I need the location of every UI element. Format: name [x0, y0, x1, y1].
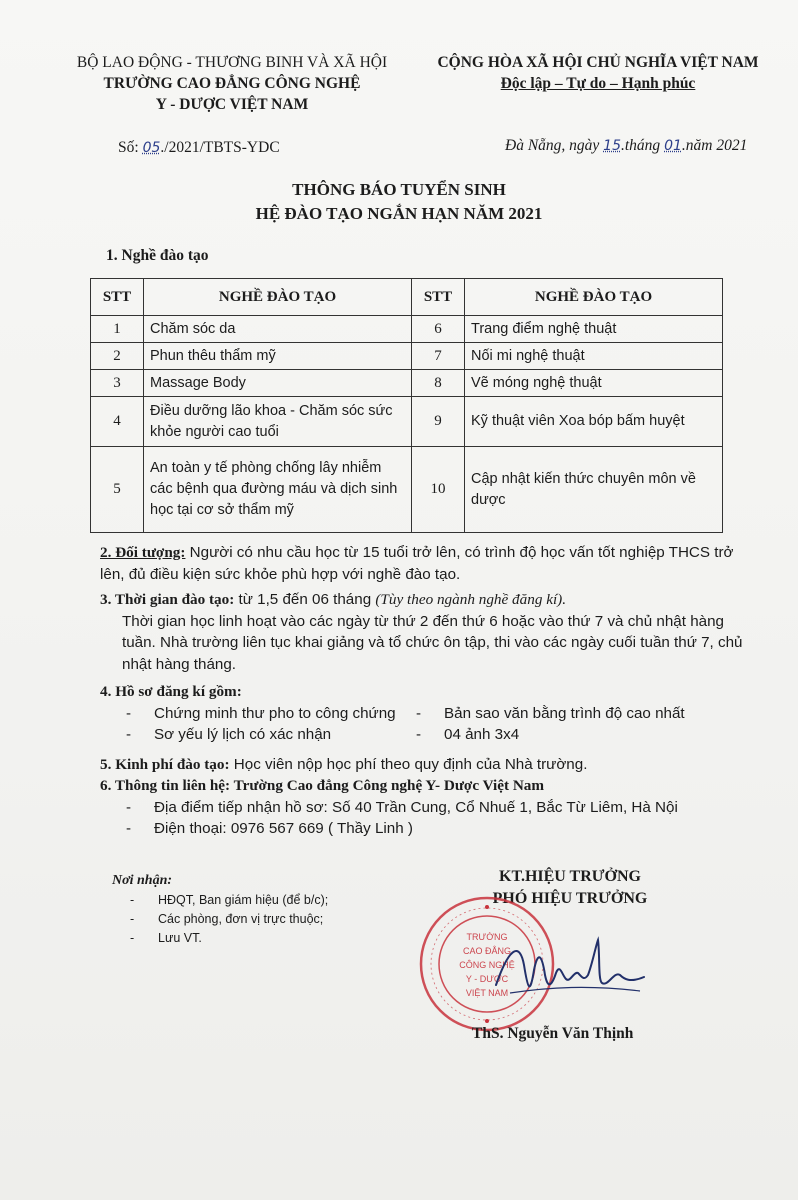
signer-role-1: KT.HIỆU TRƯỞNG — [499, 868, 641, 885]
recipient: Các phòng, đơn vị trực thuộc; — [158, 912, 324, 926]
date-suffix: năm 2021 — [685, 137, 748, 154]
header-course-2: NGHỀ ĐÀO TẠO — [465, 279, 723, 316]
course-name: Kỹ thuật viên Xoa bóp bấm huyệt — [465, 397, 723, 447]
title-line2: HỆ ĐÀO TẠO NGẮN HẠN NĂM 2021 — [255, 204, 543, 223]
row-number: 2 — [91, 343, 144, 370]
recipient: Lưu VT. — [158, 931, 202, 945]
list-item — [130, 910, 328, 929]
stamp-text: Y - DƯỢC — [465, 974, 509, 984]
stamp-text: VIỆT NAM — [465, 988, 509, 998]
doc-item: Chứng minh thư pho to công chứng — [154, 704, 396, 722]
row-number: 10 — [412, 447, 465, 533]
list-item — [100, 818, 750, 840]
contact-phone: Điện thoại: 0976 567 669 ( Thầy Linh ) — [154, 820, 413, 837]
signer-name: ThS. Nguyễn Văn Thịnh — [472, 1025, 634, 1042]
row-number: 6 — [412, 316, 465, 343]
row-number: 5 — [91, 447, 144, 533]
so-suffix: ./2021/TBTS-YDC — [160, 139, 280, 156]
list-item — [130, 891, 328, 910]
item-2-text: Người có nhu cầu học từ 15 tuổi trở lên, có trình độ học vấn tốt nghiệp THCS trở lên, đủ điều kiện sức khỏe phù hợp với nghề đào tạo. — [100, 544, 734, 583]
dash-bullet: - — [126, 820, 132, 837]
recipients-title: Nơi nhận: — [112, 873, 173, 888]
date-month-handwritten: 01 — [664, 138, 682, 154]
list-item — [100, 797, 750, 819]
so-prefix: Số: — [118, 139, 139, 156]
motto: Độc lập – Tự do – Hạnh phúc — [500, 75, 696, 92]
row-number: 3 — [91, 370, 144, 397]
doc-item: 04 ảnh 3x4 — [444, 726, 520, 743]
section-1-heading: 1. Nghề đào tạo — [106, 247, 209, 264]
course-name: Trang điểm nghệ thuật — [465, 316, 723, 343]
header-stt-2: STT — [412, 279, 465, 316]
item-3-paragraph: Thời gian học linh hoạt vào các ngày từ thứ 2 đến thứ 6 hoặc vào thứ 7 và chủ nhật hàng tuần. Nhà trường liên tục khai giảng và tổ chức ôn tập, thi vào các ngày cuối tuần thứ 7, chủ nhật hàng tháng. — [122, 612, 743, 673]
so-number-handwritten: 05 — [142, 140, 161, 156]
table-row — [91, 447, 723, 533]
stamp-text: TRƯỜNG — [466, 932, 508, 942]
course-name: Điều dưỡng lão khoa - Chăm sóc sức khỏe người cao tuổi — [144, 397, 412, 447]
dash-bullet: - — [130, 912, 135, 926]
table-row — [91, 316, 723, 343]
dash-bullet: - — [126, 798, 132, 816]
document-number — [118, 139, 280, 157]
issue-date: Đà Nẵng, ngày 15.tháng 01.năm 2021 — [505, 137, 748, 154]
item-3-label: 3. Thời gian đào tạo: — [100, 591, 235, 608]
contact-address: Địa điểm tiếp nhận hồ sơ: Số 40 Trần Cung, Cổ Nhuế 1, Bắc Từ Liêm, Hà Nội — [154, 798, 678, 816]
list-item — [100, 703, 750, 725]
issuer-header — [62, 52, 402, 115]
courses-table — [90, 278, 723, 533]
stamp-text: CAO ĐẲNG — [462, 946, 512, 956]
item-3-note: (Tùy theo ngành nghề đăng kí). — [375, 591, 567, 608]
doc-item: Sơ yếu lý lịch có xác nhận — [154, 726, 332, 743]
dash-bullet: - — [416, 704, 422, 722]
item-2-target — [100, 542, 750, 585]
row-number: 9 — [412, 397, 465, 447]
table-row — [91, 370, 723, 397]
header-stt-1: STT — [91, 279, 144, 316]
item-2-label: 2. Đối tượng: — [100, 544, 186, 561]
course-name: Chăm sóc da — [144, 316, 412, 343]
course-name: An toàn y tế phòng chống lây nhiễm các bệnh qua đường máu và dịch sinh học tại cơ sở thẩm mỹ — [144, 447, 412, 533]
list-item — [130, 929, 328, 948]
item-5-text: Học viên nộp học phí theo quy định của Nhà trường. — [229, 755, 588, 773]
dash-bullet: - — [126, 726, 132, 743]
document-title — [0, 178, 798, 226]
item-5-fees — [100, 754, 750, 776]
dash-bullet: - — [130, 931, 135, 945]
row-number: 1 — [91, 316, 144, 343]
stamp-text: CÔNG NGHỆ — [459, 960, 515, 970]
nation-name: CỘNG HÒA XÃ HỘI CHỦ NGHĨA VIỆT NAM — [437, 54, 759, 71]
table-row — [91, 397, 723, 447]
date-prefix: Đà Nẵng, ngày — [505, 137, 600, 154]
header-course-1: NGHỀ ĐÀO TẠO — [144, 279, 412, 316]
row-number: 7 — [412, 343, 465, 370]
dash-bullet: - — [416, 726, 422, 743]
signer-role-2: PHÓ HIỆU TRƯỞNG — [492, 890, 648, 907]
school-name-line2: Y - DƯỢC VIỆT NAM — [155, 96, 309, 113]
notice-body — [100, 542, 750, 840]
course-name: Phun thêu thẩm mỹ — [144, 343, 412, 370]
course-name: Vẽ móng nghệ thuật — [465, 370, 723, 397]
nation-header — [418, 52, 778, 94]
row-number: 4 — [91, 397, 144, 447]
ministry-name: BỘ LAO ĐỘNG - THƯƠNG BINH VÀ XÃ HỘI — [76, 54, 388, 71]
date-day-handwritten: 15 — [603, 138, 621, 154]
list-item — [100, 724, 750, 746]
date-mid: tháng — [624, 137, 661, 154]
item-3-text: từ 1,5 đến 06 tháng — [234, 591, 376, 608]
item-3-duration — [100, 589, 750, 611]
row-number: 8 — [412, 370, 465, 397]
table-header-row — [91, 279, 723, 316]
dash-bullet: - — [130, 893, 135, 907]
course-name: Nối mi nghệ thuật — [465, 343, 723, 370]
item-6-contact — [100, 775, 750, 797]
recipient: HĐQT, Ban giám hiệu (để b/c); — [158, 893, 329, 907]
doc-item: Bản sao văn bằng trình độ cao nhất — [444, 704, 685, 722]
course-name: Massage Body — [144, 370, 412, 397]
item-4-label: 4. Hồ sơ đăng kí gồm: — [100, 683, 242, 700]
item-6-label: 6. Thông tin liên hệ: Trường Cao đẳng Công nghệ Y- Dược Việt Nam — [100, 777, 545, 794]
handwritten-signature-icon — [490, 935, 650, 1005]
dash-bullet: - — [126, 704, 132, 722]
recipients-list — [130, 891, 328, 948]
item-5-label: 5. Kinh phí đào tạo: — [100, 755, 230, 773]
table-row — [91, 343, 723, 370]
course-name: Cập nhật kiến thức chuyên môn về dược — [465, 447, 723, 533]
title-line1: THÔNG BÁO TUYỂN SINH — [292, 180, 506, 199]
school-name-line1: TRƯỜNG CAO ĐẲNG CÔNG NGHỆ — [103, 75, 361, 92]
item-4-documents — [100, 681, 750, 703]
